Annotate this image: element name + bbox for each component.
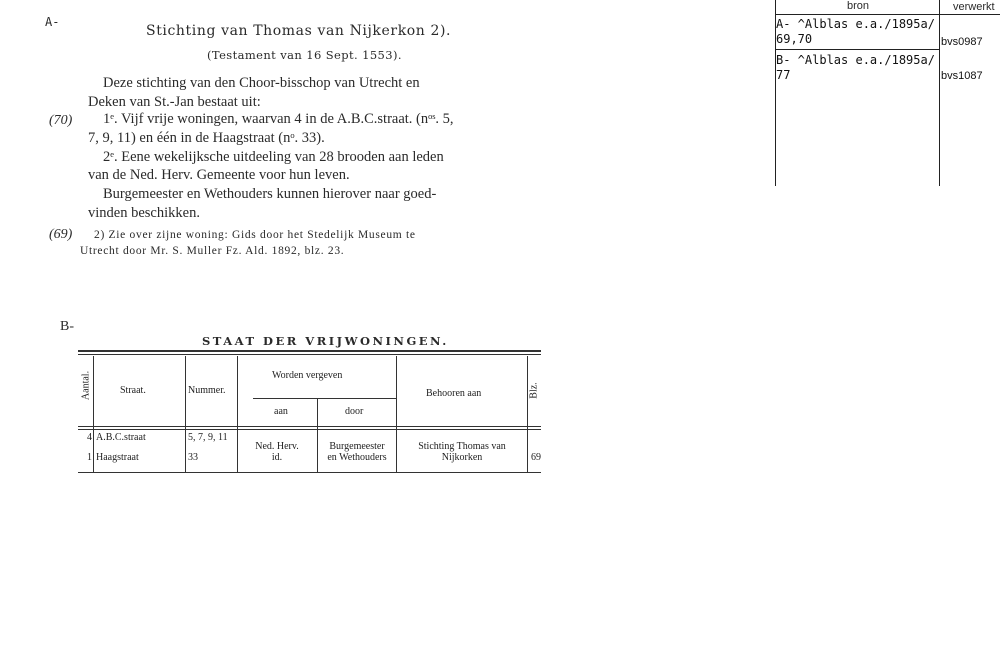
cell-aan: id. bbox=[271, 452, 283, 463]
cell-nummer: 5, 7, 9, 11 bbox=[188, 432, 228, 443]
header-straat: Straat. bbox=[120, 385, 146, 396]
footnote-line: 2) Zie over zijne woning: Gids door het Stedelijk Museum te bbox=[94, 229, 416, 241]
header-blz: Blz. bbox=[528, 382, 540, 399]
section-a-marker: A- bbox=[45, 15, 60, 29]
processed-id: bvs0987 bbox=[941, 36, 983, 48]
closing-line: Burgemeester en Wethouders kunnen hierover naar goed- bbox=[103, 186, 437, 202]
cell-aantal: 4 bbox=[87, 432, 92, 443]
margin-note: (69) bbox=[49, 227, 73, 242]
header-aantal: Aantal. bbox=[80, 370, 92, 401]
source-ref: 77 bbox=[776, 68, 791, 82]
margin-note: (70) bbox=[49, 113, 73, 128]
footnote-line: Utrecht door Mr. S. Muller Fz. Ald. 1892, blz. 23. bbox=[80, 245, 345, 257]
processed-id: bvs1087 bbox=[941, 70, 983, 82]
section-b-marker: B- bbox=[60, 319, 74, 334]
closing-line: vinden beschikken. bbox=[88, 205, 200, 221]
testament-date: (Testament van 16 Sept. 1553). bbox=[207, 48, 402, 62]
header-worden-vergeven: Worden vergeven bbox=[272, 370, 343, 381]
header-bron: bron bbox=[847, 0, 870, 12]
table-title: STAAT DER VRIJWONINGEN. bbox=[202, 334, 449, 348]
cell-aan: Ned. Herv. bbox=[255, 441, 299, 452]
item-2-line: 2ᵉ. Eene wekelijksche uitdeeling van 28 brooden aan leden bbox=[103, 149, 444, 165]
paragraph-line: Deken van St.-Jan bestaat uit: bbox=[88, 94, 261, 110]
source-ref: 69,70 bbox=[776, 32, 813, 46]
cell-straat: A.B.C.straat bbox=[96, 432, 146, 443]
header-door: door bbox=[345, 406, 364, 417]
source-table bbox=[775, 0, 1000, 186]
cell-blz: 69 bbox=[531, 452, 541, 463]
source-ref: B- ^Alblas e.a./1895a/ bbox=[776, 53, 935, 67]
cell-door: en Wethouders bbox=[327, 452, 387, 463]
paragraph-line: Deze stichting van den Choor-bisschop van Utrecht en bbox=[103, 75, 420, 91]
item-2-line: van de Ned. Herv. Gemeente voor hun leven. bbox=[88, 167, 350, 183]
cell-behooren: Stichting Thomas van bbox=[418, 441, 506, 452]
cell-nummer: 33 bbox=[188, 452, 198, 463]
header-aan: aan bbox=[274, 406, 288, 417]
source-ref: A- ^Alblas e.a./1895a/ bbox=[776, 17, 935, 31]
item-1-line: 7, 9, 11) en één in de Haagstraat (nᵒ. 33). bbox=[88, 130, 325, 146]
cell-straat: Haagstraat bbox=[96, 452, 139, 463]
foundation-title: Stichting van Thomas van Nijkerkon 2). bbox=[146, 23, 452, 39]
cell-aantal: 1 bbox=[87, 452, 92, 463]
header-nummer: Nummer. bbox=[188, 385, 226, 396]
header-verwerkt: verwerkt bbox=[953, 1, 995, 13]
cell-behooren: Nijkorken bbox=[441, 452, 483, 463]
cell-door: Burgemeester bbox=[329, 441, 385, 452]
item-1-line: 1ᵉ. Vijf vrije woningen, waarvan 4 in de A.B.C.straat. (nᵒˢ. 5, bbox=[103, 111, 454, 127]
header-behooren-aan: Behooren aan bbox=[426, 388, 482, 399]
